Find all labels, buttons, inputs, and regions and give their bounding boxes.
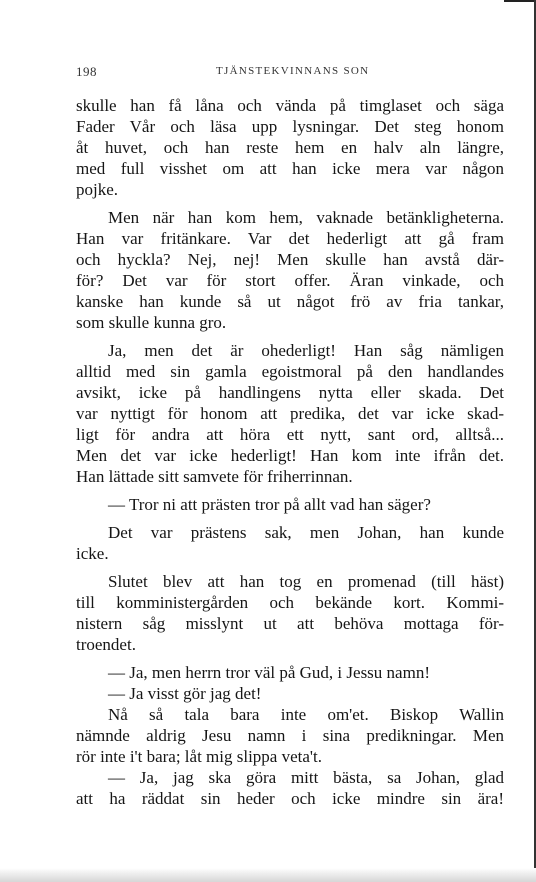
text-line: Ja, men det är ohederligt! Han såg nämligen: [108, 341, 504, 360]
text-line: skulle han få låna och vända på timglaset och säga: [76, 96, 504, 115]
text-line: som skulle kunna gro.: [76, 313, 227, 332]
text-line: ligt för andra att höra ett nytt, sant ord, alltså...: [76, 425, 504, 444]
text-line: nämnde aldrig Jesu namn i sina predikningar. Men: [76, 726, 504, 745]
text-line: kanske han kunde så ut något frö av fria tankar,: [76, 292, 504, 311]
text-line: med full visshet om att han icke mera var någon: [76, 159, 504, 178]
text-line: Men när han kom hem, vaknade betänkligheterna.: [108, 208, 504, 227]
text-line: pojke.: [76, 180, 119, 199]
text-line: Det var prästens sak, men Johan, han kunde: [108, 523, 504, 542]
text-line: Han lättade sitt samvete för friherrinnan.: [76, 467, 353, 486]
text-line: Nå så tala bara inte om'et. Biskop Wallin: [108, 705, 504, 724]
text-line: att ha räddat sin heder och icke mindre sin ära!: [76, 789, 504, 808]
text-line: — Ja, men herrn tror väl på Gud, i Jessu namn!: [108, 663, 430, 682]
page-corner-rule: [504, 0, 536, 2]
text-line: Men det var icke hederligt! Han kom inte ifrån det.: [76, 446, 504, 465]
text-line: troendet.: [76, 635, 136, 654]
text-line: alltid med sin gamla egoistmoral på den handlandes: [76, 362, 504, 381]
text-line: Slutet blev att han tog en promenad (till häst): [108, 572, 504, 591]
text-line: rör inte i't bara; låt mig slippa veta't.: [76, 747, 322, 766]
text-line: — Ja visst gör jag det!: [108, 684, 262, 703]
text-line: — Tror ni att prästen tror på allt vad han säger?: [108, 495, 431, 514]
running-title: TJÄNSTEKVINNANS SON: [216, 65, 370, 77]
text-line: åt huvet, och han reste hem en halv aln längre,: [76, 138, 504, 157]
page-number: 198: [76, 64, 97, 79]
text-line: till komministergården och bekände kort. Kommi-: [76, 593, 504, 612]
page-bottom-edge: [0, 868, 536, 882]
text-line: Fader Vår och läsa upp lysningar. Det steg honom: [76, 117, 504, 136]
text-line: — Ja, jag ska göra mitt bästa, sa Johan, glad: [108, 768, 504, 787]
text-line: avsikt, icke på handlingens nytta eller skada. Det: [76, 383, 504, 402]
running-head: [76, 64, 506, 82]
text-line: nistern såg misslynt ut att behöva mottaga för-: [76, 614, 504, 633]
text-line: var nyttigt för honom att predika, det var icke skad-: [76, 404, 504, 423]
text-line: Han var fritänkare. Var det hederligt att gå fram: [76, 229, 504, 248]
body-text: [76, 95, 504, 809]
text-line: och hyckla? Nej, nej! Men skulle han avstå där-: [76, 250, 504, 269]
text-line: för? Det var för stort offer. Äran vinkade, och: [76, 271, 504, 290]
text-line: icke.: [76, 544, 109, 563]
